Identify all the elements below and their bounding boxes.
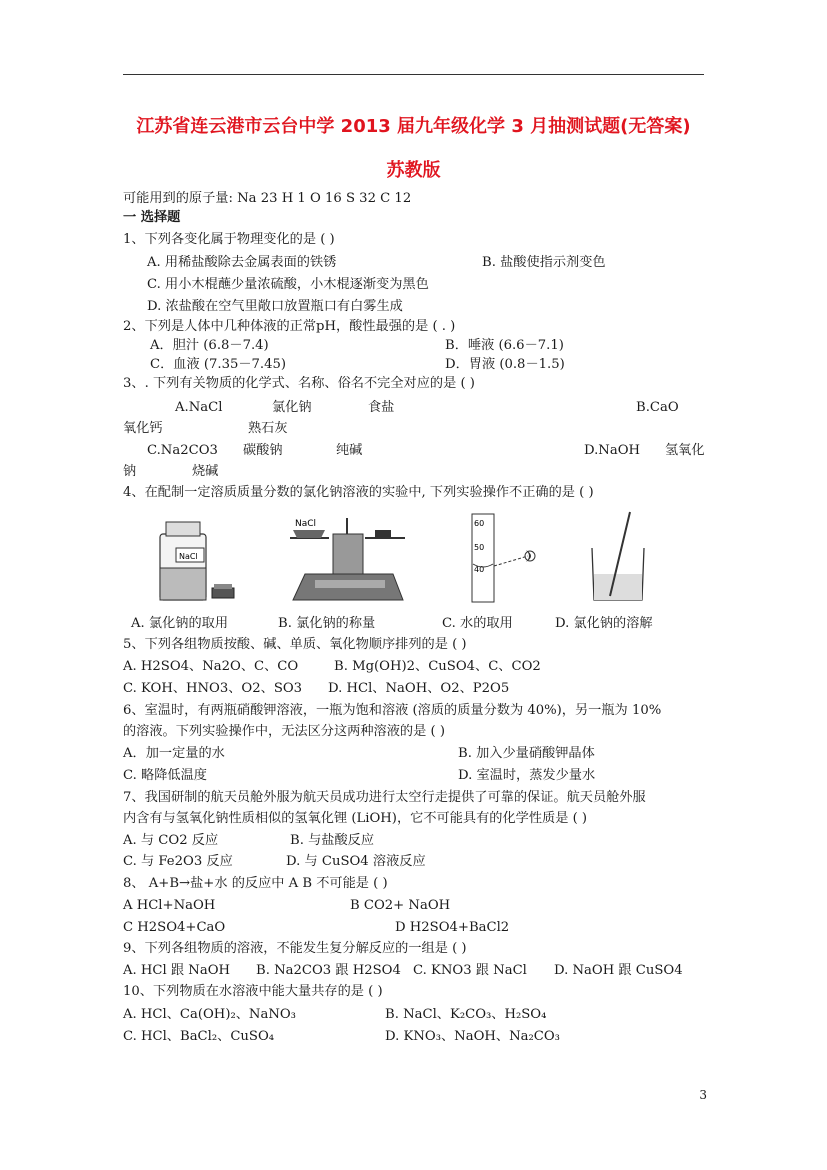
tick-60: 60 [474, 519, 485, 528]
q1-option-c: C. 用小木棍蘸少量浓硫酸，小木棍逐渐变为黑色 [147, 277, 429, 292]
tick-50: 50 [474, 543, 485, 552]
q8-option-c: C H2SO4+CaO [123, 920, 226, 935]
q10-option-a: A. HCl、Ca(OH)₂、NaNO₃ [123, 1007, 296, 1022]
q1-option-b: B. 盐酸使指示剂变色 [482, 255, 606, 270]
q3-a-common: 食盐 [368, 400, 395, 415]
q7-stem-line1: 7、我国研制的航天员舱外服为航天员成功进行太空行走提供了可靠的保证。航天员舱外服 [123, 790, 646, 805]
q5-option-d: D. HCl、NaOH、O2、P2O5 [328, 681, 510, 696]
q7-option-a: A. 与 CO2 反应 [123, 833, 219, 848]
q7-option-b: B. 与盐酸反应 [290, 833, 375, 848]
q3-stem: 3、. 下列有关物质的化学式、名称、俗名不完全对应的是 ( ) [123, 376, 475, 391]
cylinder-figure [470, 508, 550, 608]
q3-a-name: 氯化钠 [272, 400, 312, 415]
q4-option-a: A. 氯化钠的取用 [131, 616, 229, 631]
q3-b-name: 氧化钙 [123, 421, 163, 436]
q3-c-common: 纯碱 [336, 443, 363, 458]
q4-stem: 4、在配制一定溶质质量分数的氯化钠溶液的实验中, 下列实验操作不正确的是 ( ) [123, 485, 594, 500]
q9-stem: 9、下列各组物质的溶液，不能发生复分解反应的一组是 ( ) [123, 941, 467, 956]
q3-c-formula: C.Na2CO3 [147, 443, 218, 458]
q5-option-a: A. H2SO4、Na2O、C、CO [123, 659, 299, 674]
page-subtitle: 苏教版 [386, 160, 441, 181]
atomic-masses: 可能用到的原子量: Na 23 H 1 O 16 S 32 C 12 [123, 191, 412, 206]
scale-label: NaCl [295, 519, 317, 529]
q2-stem: 2、下列是人体中几种体液的正常pH，酸性最强的是 ( . ) [123, 319, 456, 334]
q4-option-d: D. 氯化钠的溶解 [555, 616, 653, 631]
page-title: 江苏省连云港市云台中学 2013 届九年级化学 3 月抽测试题(无答案) [136, 116, 691, 137]
q5-stem: 5、下列各组物质按酸、碱、单质、氧化物顺序排列的是 ( ) [123, 637, 467, 652]
q8-option-a: A HCl+NaOH [123, 898, 216, 913]
q3-d-name-cont: 钠 [123, 464, 137, 479]
bottle-label: NaCl [179, 552, 198, 561]
q8-stem: 8、 A+B→盐+水 的反应中 A B 不可能是 ( ) [123, 876, 388, 891]
q2-option-b: B．唾液 (6.6－7.1) [445, 338, 564, 353]
q3-c-name: 碳酸钠 [243, 443, 283, 458]
header-rule [123, 74, 704, 75]
nacl-bottle-figure [150, 508, 245, 608]
q1-stem: 1、下列各变化属于物理变化的是 ( ) [123, 232, 335, 247]
q5-option-b: B. Mg(OH)2、CuSO4、C、CO2 [334, 659, 541, 674]
q9-option-d: D. NaOH 跟 CuSO4 [554, 963, 683, 978]
q2-option-d: D．胃液 (0.8－1.5) [445, 357, 565, 372]
q8-option-b: B CO2+ NaOH [350, 898, 451, 913]
q7-option-c: C. 与 Fe2O3 反应 [123, 854, 233, 869]
q7-option-d: D. 与 CuSO4 溶液反应 [286, 854, 426, 869]
q3-b-formula: B.CaO [636, 400, 679, 415]
q6-stem-line1: 6、室温时，有两瓶硝酸钾溶液，一瓶为饱和溶液 (溶质的质量分数为 40%)，另一瓶为 10% [123, 703, 662, 718]
q6-option-a: A．加一定量的水 [123, 746, 225, 761]
q8-option-d: D H2SO4+BaCl2 [395, 920, 510, 935]
tick-40: 40 [474, 565, 485, 574]
q5-option-c: C. KOH、HNO3、O2、SO3 [123, 681, 303, 696]
q6-option-b: B. 加入少量硝酸钾晶体 [458, 746, 595, 761]
q9-option-a: A. HCl 跟 NaOH [123, 963, 231, 978]
beaker-figure [582, 508, 662, 608]
page-number: 3 [699, 1088, 707, 1102]
q3-d-common: 烧碱 [192, 464, 219, 479]
q3-a-formula: A.NaCl [175, 400, 223, 415]
q10-stem: 10、下列物质在水溶液中能大量共存的是 ( ) [123, 984, 383, 999]
q4-option-b: B. 氯化钠的称量 [278, 616, 376, 631]
q3-d-name: 氢氧化 [665, 443, 705, 458]
q9-option-c: C. KNO3 跟 NaCl [413, 963, 527, 978]
q6-option-c: C. 略降低温度 [123, 768, 207, 783]
q6-option-d: D. 室温时，蒸发少量水 [458, 768, 596, 783]
balance-figure [285, 508, 415, 608]
q1-option-d: D. 浓盐酸在空气里敞口放置瓶口有白雾生成 [147, 299, 403, 314]
q2-option-a: A．胆汁 (6.8－7.4) [150, 338, 269, 353]
q10-option-c: C. HCl、BaCl₂、CuSO₄ [123, 1029, 275, 1044]
q10-option-b: B. NaCl、K₂CO₃、H₂SO₄ [385, 1007, 547, 1022]
q2-option-c: C．血液 (7.35－7.45) [150, 357, 287, 372]
q1-option-a: A. 用稀盐酸除去金属表面的铁锈 [147, 255, 337, 270]
q3-d-formula: D.NaOH [584, 443, 641, 458]
q4-option-c: C. 水的取用 [442, 616, 513, 631]
q10-option-d: D. KNO₃、NaOH、Na₂CO₃ [385, 1029, 560, 1044]
q9-option-b: B. Na2CO3 跟 H2SO4 [256, 963, 401, 978]
q3-b-common: 熟石灰 [248, 421, 288, 436]
q7-stem-line2: 内含有与氢氧化钠性质相似的氢氧化锂 (LiOH)，它不可能具有的化学性质是 ( ) [123, 811, 588, 826]
section-title: 一 选择题 [123, 210, 181, 225]
q6-stem-line2: 的溶液。下列实验操作中，无法区分这两种溶液的是 ( ) [123, 724, 445, 739]
